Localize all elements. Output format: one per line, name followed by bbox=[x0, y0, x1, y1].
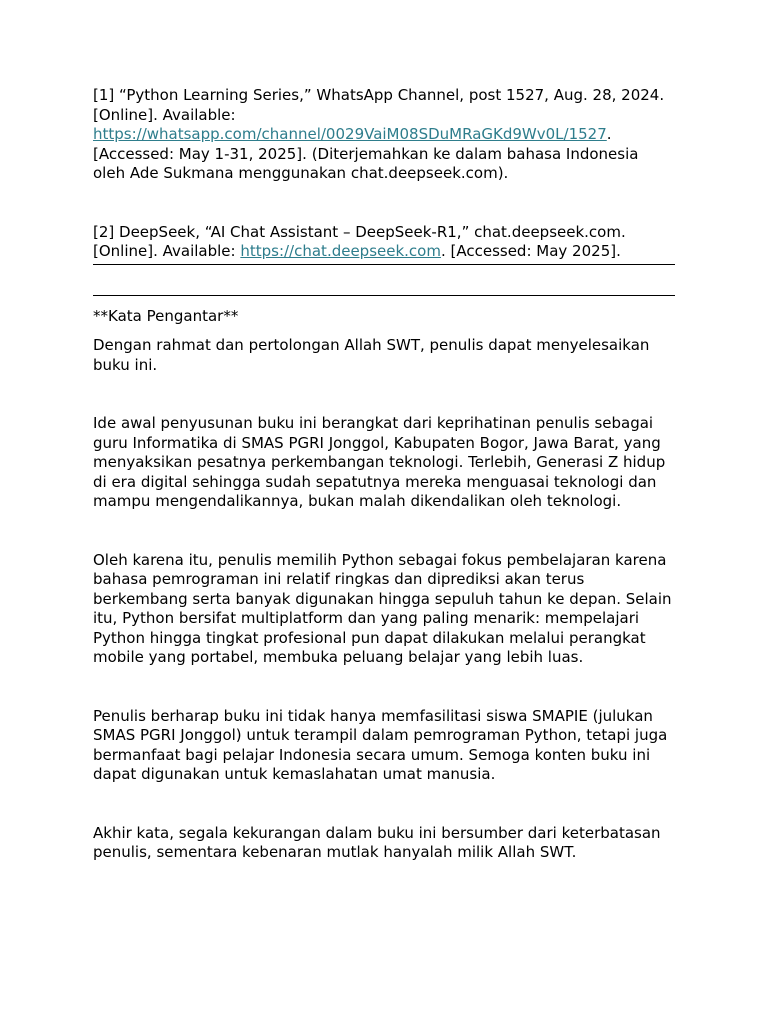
reference-1-text: [1] “Python Learning Series,” WhatsApp Channel, post 1527, Aug. 28, 2024. [Online]. Available: bbox=[93, 86, 665, 124]
preface-paragraph-3: Oleh karena itu, penulis memilih Python sebagai fokus pembelajaran karena bahasa pemrograman ini relatif ringkas dan diprediksi akan terus berkembang serta banyak digunakan hingga sepuluh tahun ke depan. Selain itu, Python bersifat multiplatform dan yang paling menarik: mempelajari Python hingga tingkat profesional pun dapat dilakukan melalui perangkat mobile yang portabel, membuka peluang belajar yang lebih luas. bbox=[93, 550, 672, 666]
preface-paragraph-4: Penulis berharap buku ini tidak hanya memfasilitasi siswa SMAPIE (julukan SMAS PGRI Jonggol) untuk terampil dalam pemrograman Python, tetapi juga bermanfaat bagi pelajar Indonesia secara umum. Semoga konten buku ini dapat digunakan untuk kemaslahatan umat manusia. bbox=[93, 706, 668, 783]
preface-paragraph-5: Akhir kata, segala kekurangan dalam buku ini bersumber dari keterbatasan penulis, sementara kebenaran mutlak hanyalah milik Allah SWT. bbox=[93, 823, 661, 861]
reference-1 bbox=[93, 86, 675, 184]
horizontal-rule-bottom bbox=[93, 295, 675, 296]
preface-paragraph-2: Ide awal penyusunan buku ini berangkat dari keprihatinan penulis sebagai guru Informatika di SMAS PGRI Jonggol, Kabupaten Bogor, Jawa Barat, yang menyaksikan pesatnya perkembangan teknologi. Terlebih, Generasi Z hidup di era digital sehingga sudah sepatutnya mereka menguasai teknologi dan mampu mengendalikannya, bukan malah dikendalikan oleh teknologi. bbox=[93, 414, 666, 510]
preface-paragraph-1: Dengan rahmat dan pertolongan Allah SWT, penulis dapat menyelesaikan buku ini. bbox=[93, 336, 650, 374]
preface-heading: **Kata Pengantar** bbox=[93, 306, 239, 325]
reference-1-link[interactable]: https://whatsapp.com/channel/0029VaiM08SDuMRaGKd9Wv0L/1527 bbox=[93, 125, 607, 143]
horizontal-rule-top bbox=[93, 264, 675, 265]
reference-2-link[interactable]: https://chat.deepseek.com bbox=[240, 242, 441, 260]
reference-2-accessed: . [Accessed: May 2025]. bbox=[440, 242, 621, 260]
reference-2-text: [2] DeepSeek, “AI Chat Assistant – DeepSeek-R1,” chat.deepseek.com. [Online]. Available: bbox=[93, 222, 626, 260]
reference-1-accessed: . [Accessed: May 1-31, 2025]. (Diterjemahkan ke dalam bahasa Indonesia oleh Ade Sukmana menggunakan chat.deepseek.com). bbox=[93, 125, 639, 182]
reference-2 bbox=[93, 223, 675, 262]
